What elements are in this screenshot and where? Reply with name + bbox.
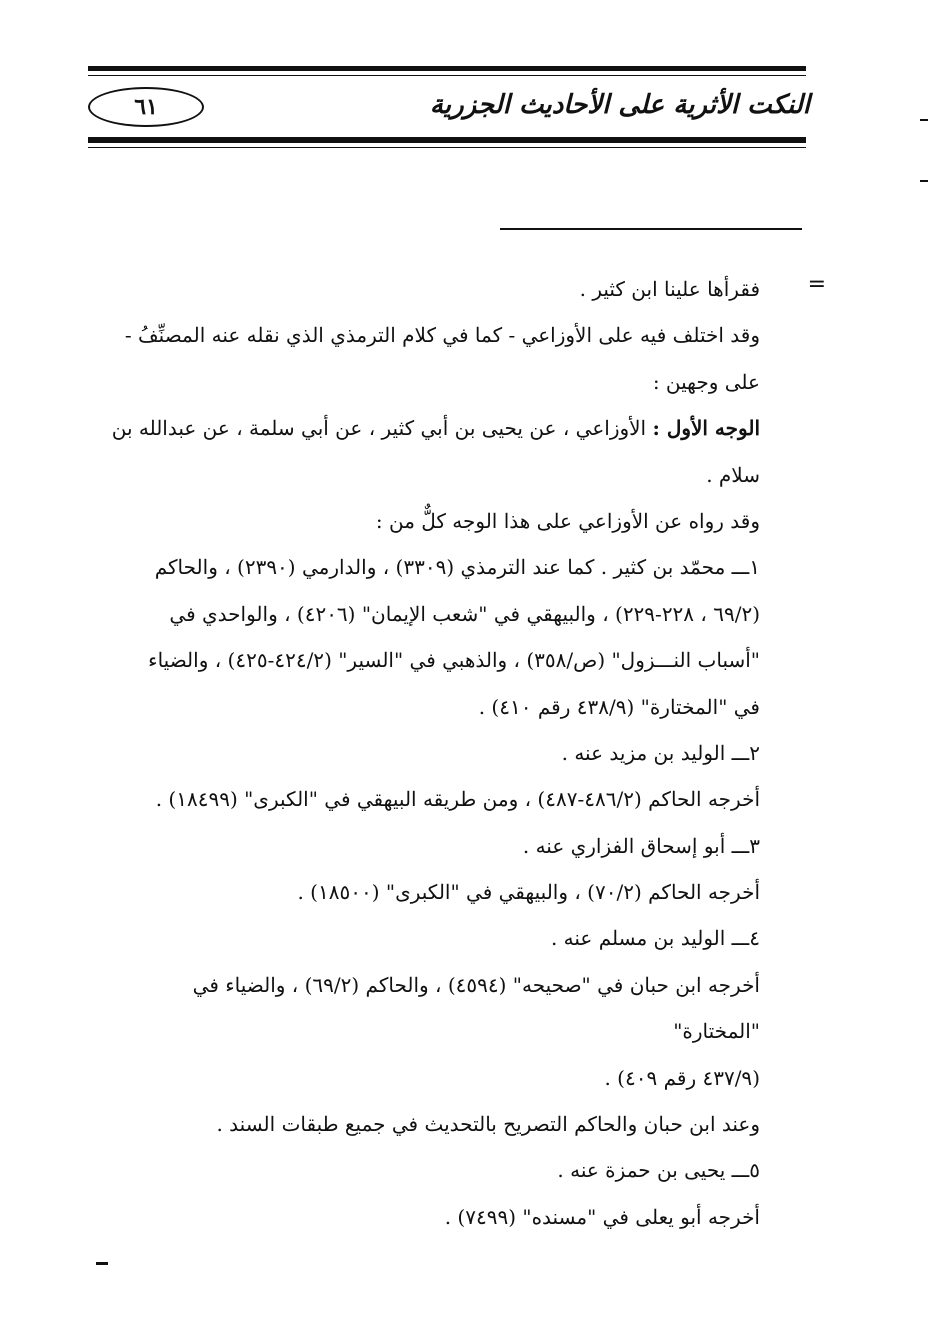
text-line: سلام .	[706, 462, 760, 487]
margin-mark	[920, 119, 928, 121]
text-line: في "المختارة" (٤٣٨/٩ رقم ٤١٠) .	[478, 694, 760, 719]
text-line: ١ـــ محمّد بن كثير . كما عند الترمذي (٣٣٠٩) ، والدارمي (٢٣٩٠) ، والحاكم	[154, 555, 760, 580]
header-rule-bottom-thin	[88, 147, 806, 148]
text-line: وعند ابن حبان والحاكم التصريح بالتحديث في جميع طبقات السند .	[216, 1112, 760, 1137]
text-line: وقد اختلف فيه على الأوزاعي - كما في كلام الترمذي الذي نقله عنه المصنِّفُ -	[124, 323, 760, 348]
page-number-oval	[88, 87, 204, 127]
text-line: (٦٩/٢ ، ٢٢٨-٢٢٩) ، والبيهقي في "شعب الإيمان" (٤٢٠٦) ، والواحدي في	[169, 601, 760, 626]
text-line: أخرجه ابن حبان في "صحيحه" (٤٥٩٤) ، والحاكم (٦٩/٢) ، والضياء في	[192, 972, 760, 997]
bottom-margin-mark	[96, 1262, 108, 1265]
running-header-title: النكت الأثرية على الأحاديث الجزرية	[429, 90, 810, 120]
text-line: وقد رواه عن الأوزاعي على هذا الوجه كلٌّ من :	[375, 508, 760, 533]
header-rule-bottom-thick	[88, 137, 806, 143]
text-line: الوجه الأول : الأوزاعي ، عن يحيى بن أبي كثير ، عن أبي سلمة ، عن عبدالله بن	[111, 416, 760, 441]
footnote-body	[100, 266, 760, 1240]
margin-mark	[920, 180, 928, 182]
header-rule-top-thick	[88, 66, 806, 71]
text-line: "أسباب النـــزول" (ص/٣٥٨) ، والذهبي في "السير" (٤٢٤/٢-٤٢٥) ، والضياء	[148, 648, 760, 673]
text-line: ٥ـــ يحيى بن حمزة عنه .	[557, 1158, 760, 1183]
text-line: ٤ـــ الوليد بن مسلم عنه .	[550, 926, 760, 951]
text-line: (٤٣٧/٩ رقم ٤٠٩) .	[604, 1065, 760, 1090]
text-line: أخرجه أبو يعلى في "مسنده" (٧٤٩٩) .	[444, 1204, 760, 1229]
text-line: فقرأها علينا ابن كثير .	[579, 277, 760, 301]
continuation-marker: =	[807, 272, 826, 297]
text-line: ٢ـــ الوليد بن مزيد عنه .	[561, 740, 760, 765]
header-rule-top-thin	[88, 75, 806, 76]
page-number: ٦١	[134, 94, 158, 120]
text-line: على وجهين :	[652, 369, 760, 394]
text-line: أخرجه الحاكم (٧٠/٢) ، والبيهقي في "الكبرى" (١٨٥٠٠) .	[297, 880, 760, 905]
footnote-separator	[500, 228, 802, 230]
text-line: أخرجه الحاكم (٤٨٦/٢-٤٨٧) ، ومن طريقه البيهقي في "الكبرى" (١٨٤٩٩) .	[155, 787, 760, 812]
text-line: ٣ـــ أبو إسحاق الفزاري عنه .	[522, 833, 760, 858]
section-heading: الوجه الأول :	[652, 416, 760, 441]
text-line: "المختارة"	[673, 1019, 760, 1044]
